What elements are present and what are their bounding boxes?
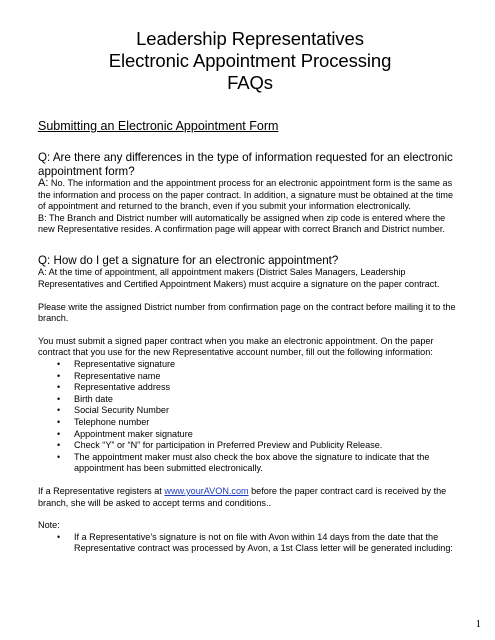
list-item: • Social Security Number — [57, 405, 170, 416]
title-line-3: FAQs — [227, 72, 273, 93]
list-item: • Telephone number — [57, 417, 150, 427]
list-item: • The appointment maker must also check the box above the signature to indicate that the appointment has been submitted electronically. — [57, 451, 430, 474]
answer-1b: B: The Branch and District number will automatically be assigned when zip code is entered where the new Representative resides. A confirmation page will appear with correct Branch and District number. — [38, 212, 446, 235]
note-label: Note: — [38, 520, 60, 531]
yourAVON-link[interactable]: www.yourAVON.com — [164, 485, 249, 496]
document-title — [38, 28, 462, 94]
title-line-1: Leadership Representatives — [136, 28, 364, 49]
title-line-2: Electronic Appointment Processing — [108, 50, 392, 71]
bullet-icon: • — [57, 417, 61, 427]
bullet-icon: • — [57, 405, 61, 416]
list-item: • Representative address — [57, 382, 171, 393]
register-paragraph: If a Representative registers at www.yourAVON.com before the paper contract card is received by the branch, she will be asked to accept terms and conditions.. — [38, 485, 447, 508]
submit-contract-paragraph: You must submit a signed paper contract when you make an electronic appointment. On the paper contract that you use for the new Representative account number, fill out the following information: — [38, 335, 434, 358]
list-item: • Representative name — [57, 370, 161, 381]
answer-1-lead: A: — [38, 177, 49, 189]
list-item: • Appointment maker signature — [57, 428, 193, 439]
question-1: Q: Are there any differences in the type of information requested for an electronic appointment form? — [38, 151, 453, 178]
bullet-icon: • — [57, 440, 61, 451]
bullet-icon: • — [57, 382, 61, 393]
bullet-icon: • — [57, 428, 61, 439]
bullet-icon: • — [57, 370, 61, 381]
list-item: • If a Representative’s signature is not on file with Avon within 14 days from the date that the Representative contract was processed by Avon, a 1st Class letter will be generated including: — [57, 531, 453, 554]
answer-1 — [38, 178, 462, 213]
district-number-paragraph: Please write the assigned District number from confirmation page on the contract before mailing it to the branch. — [38, 301, 456, 324]
page-number: 1 — [475, 618, 481, 630]
list-item: • Check “Y” or “N” for participation in Preferred Preview and Publicity Release. — [57, 440, 383, 451]
section-heading: Submitting an Electronic Appointment Form — [38, 119, 279, 133]
note-list — [38, 532, 462, 555]
document-page — [38, 0, 462, 555]
answer-1-body: No. The information and the appointment process for an electronic appointment form is the same as the information and process on the paper contract. In addition, a signature must be obtained at the time of appointment and returned to the branch, even if you submit your information electronically. — [38, 178, 454, 212]
list-item: • Representative signature — [57, 359, 176, 370]
answer-2: A: At the time of appointment, all appointment makers (District Sales Managers, Leadership Representatives and Certified Appointment Makers) must acquire a signature on the paper contract. — [38, 267, 440, 290]
bullet-icon: • — [57, 451, 61, 462]
required-info-list — [38, 359, 462, 475]
list-item: • Birth date — [57, 393, 113, 404]
bullet-icon: • — [57, 531, 61, 542]
question-2: Q: How do I get a signature for an electronic appointment? — [38, 253, 339, 267]
bullet-icon: • — [57, 359, 61, 370]
bullet-icon: • — [57, 393, 61, 404]
